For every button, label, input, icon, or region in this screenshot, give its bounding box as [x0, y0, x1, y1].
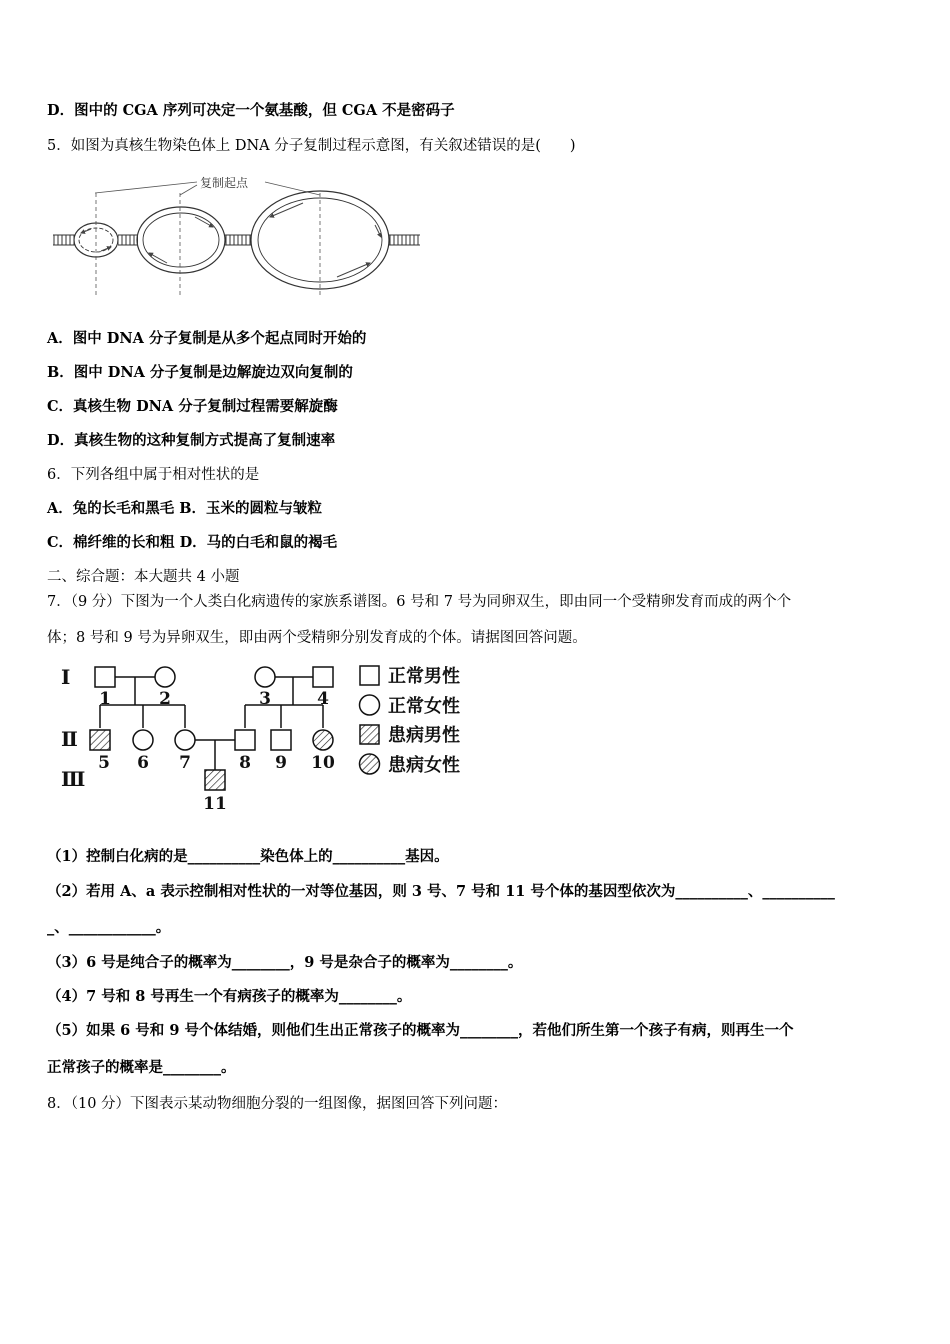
pedigree-chart [55, 660, 475, 820]
q6-stem: 6．下列各组中属于相对性状的是 [47, 467, 260, 483]
legend-normal-female-label: 正常女性 [388, 696, 460, 717]
individual-7-normal-female [175, 730, 195, 750]
generation-label-ii: Ⅱ [61, 727, 78, 751]
legend-affected-female-symbol [360, 754, 380, 774]
q7-stem-line2: 体；8 号和 9 号为异卵双生，即由两个受精卵分别发育成的个体。请据图回答问题。 [47, 630, 587, 646]
legend-normal-female-symbol [360, 695, 380, 715]
individual-label-7: 7 [179, 753, 191, 773]
legend-affected-male-label: 患病男性 [388, 725, 460, 746]
q7-stem-line1: 7．（9 分）下图为一个人类白化病遗传的家族系谱图。6 号和 7 号为同卵双生，即由同一个受精卵发育而成的两个个 [47, 594, 792, 610]
q7-part-5-line2: 正常孩子的概率是________。 [47, 1059, 236, 1076]
individual-4-normal-male [313, 667, 333, 687]
individual-label-5: 5 [98, 753, 110, 773]
q7-part-1: （1）控制白化病的是__________染色体上的__________基因。 [47, 848, 449, 865]
legend-normal-male-symbol [360, 666, 379, 685]
individual-8-normal-male [235, 730, 255, 750]
q7-part-3: （3）6 号是纯合子的概率为________，9 号是杂合子的概率为________。 [47, 954, 523, 971]
individual-1-normal-male [95, 667, 115, 687]
replication-origin-label: 复制起点 [200, 176, 249, 190]
individual-label-6: 6 [137, 753, 149, 773]
individual-label-11: 11 [203, 794, 227, 814]
q7-part-4: （4）7 号和 8 号再生一个有病孩子的概率为________。 [47, 988, 412, 1005]
q8-stem: 8．（10 分）下图表示某动物细胞分裂的一组图像，据图回答下列问题： [47, 1096, 508, 1112]
q7-part-5-line1: （5）如果 6 号和 9 号个体结婚，则他们生出正常孩子的概率为________，若他们所生第一个孩子有病，则再生一个 [47, 1022, 794, 1039]
section-2-heading: 二、综合题：本大题共 4 小题 [47, 569, 240, 585]
q7-part-2-line1: （2）若用 A、a 表示控制相对性状的一对等位基因，则 3 号、7 号和 11 号个体的基因型依次为__________、__________ [47, 883, 835, 900]
individual-label-8: 8 [239, 753, 251, 773]
q5-option-b: B．图中 DNA 分子复制是边解旋边双向复制的 [47, 364, 353, 381]
individual-10-affected-female [313, 730, 333, 750]
legend-affected-male-symbol [360, 725, 379, 744]
individual-label-9: 9 [275, 753, 287, 773]
individual-label-3: 3 [259, 689, 271, 709]
individual-6-normal-female [133, 730, 153, 750]
individual-3-normal-female [255, 667, 275, 687]
q6-options-ab: A．兔的长毛和黑毛 B．玉米的圆粒与皱粒 [47, 500, 323, 517]
q7-part-2-line2: _、____________。 [47, 919, 171, 936]
individual-label-4: 4 [317, 689, 329, 709]
q5-option-a: A．图中 DNA 分子复制是从多个起点同时开始的 [47, 330, 367, 347]
individual-11-affected-male [205, 770, 225, 790]
q6-options-cd: C．棉纤维的长和粗 D．马的白毛和鼠的褐毛 [47, 534, 338, 551]
individual-label-2: 2 [159, 689, 171, 709]
individual-2-normal-female [155, 667, 175, 687]
legend-normal-male-label: 正常男性 [388, 666, 460, 687]
generation-label-i: Ⅰ [61, 665, 71, 689]
individual-label-1: 1 [99, 689, 111, 709]
dna-replication-figure [45, 165, 435, 305]
q5-stem: 5．如图为真核生物染色体上 DNA 分子复制过程示意图，有关叙述错误的是( ) [47, 138, 576, 154]
individual-label-10: 10 [311, 753, 335, 773]
q5-option-d: D．真核生物的这种复制方式提高了复制速率 [47, 432, 336, 449]
individual-9-normal-male [271, 730, 291, 750]
q5-option-c: C．真核生物 DNA 分子复制过程需要解旋酶 [47, 398, 338, 415]
individual-5-affected-male [90, 730, 110, 750]
legend-affected-female-label: 患病女性 [388, 755, 460, 776]
generation-label-iii: Ⅲ [61, 767, 86, 791]
q4-option-d: D．图中的 CGA 序列可决定一个氨基酸，但 CGA 不是密码子 [47, 102, 455, 119]
